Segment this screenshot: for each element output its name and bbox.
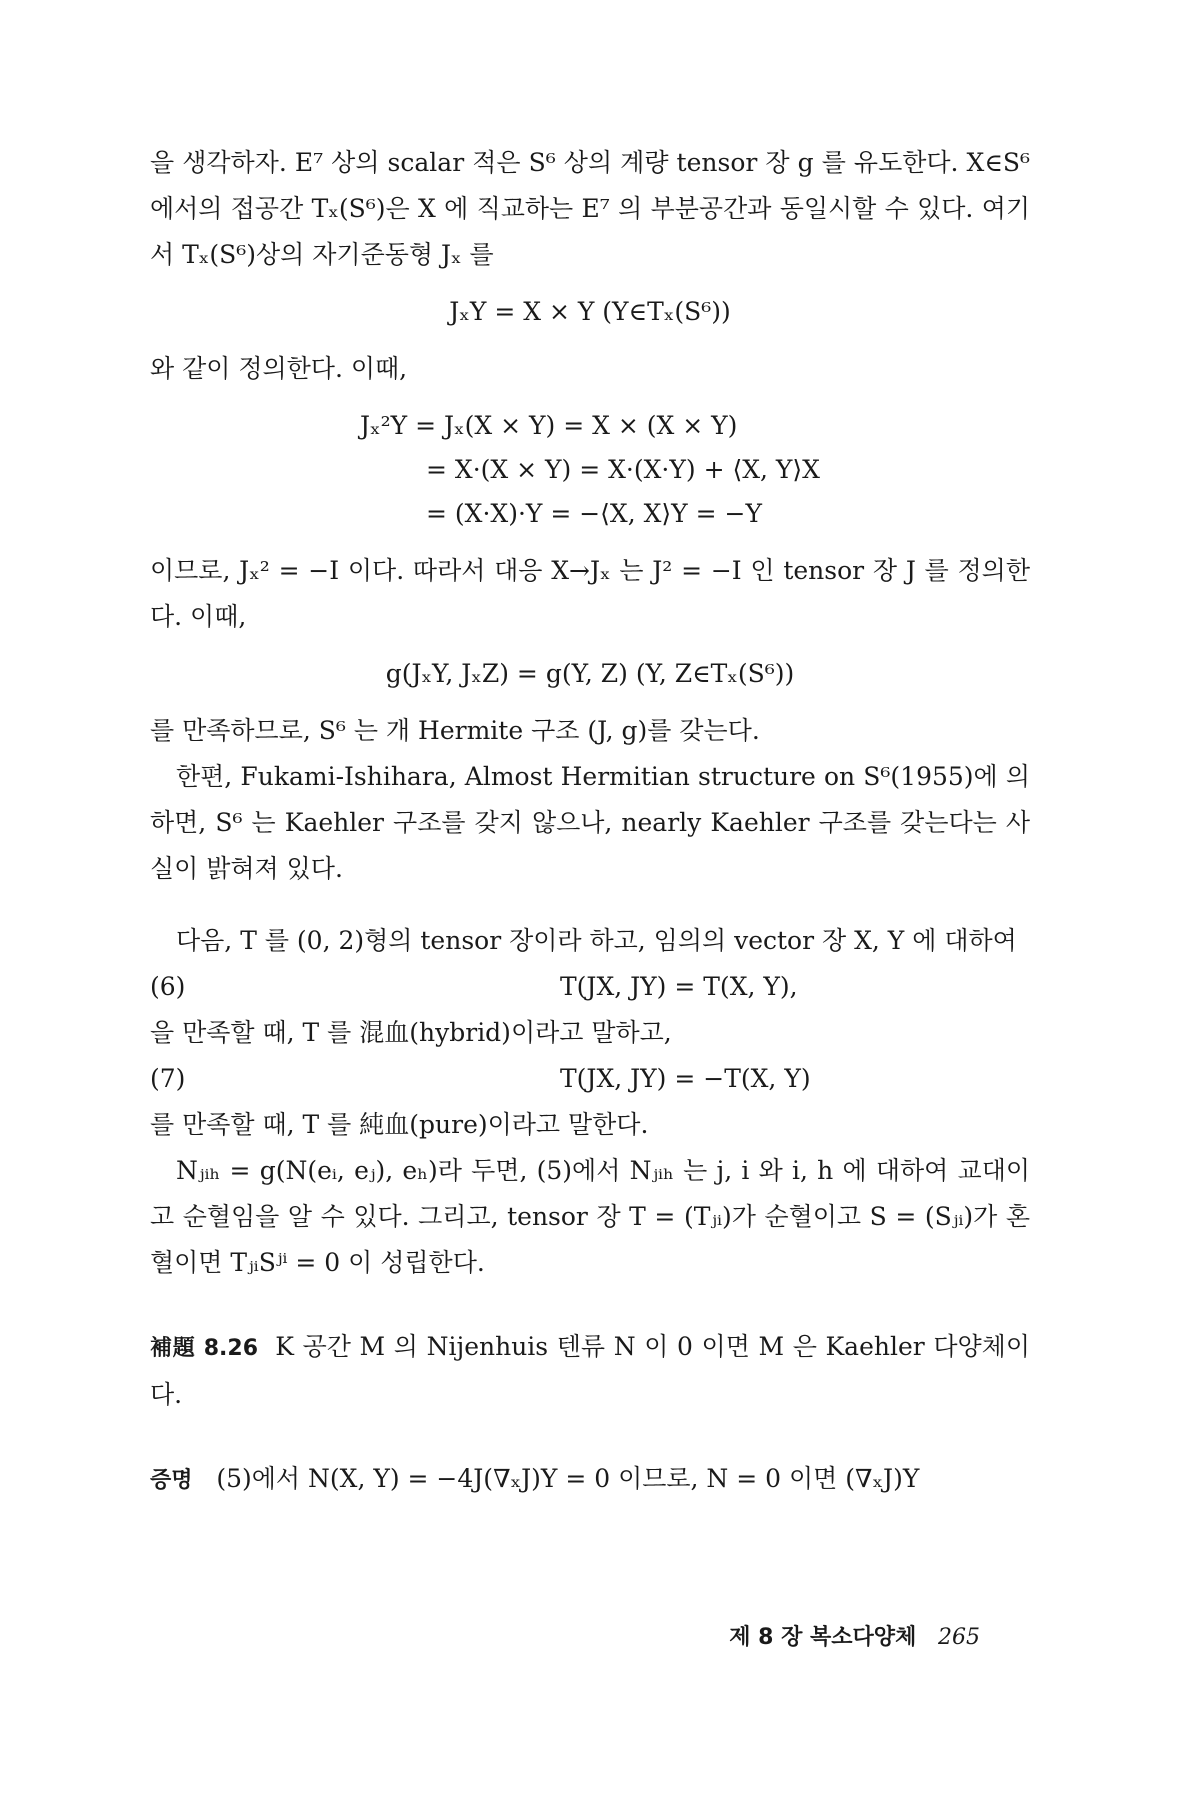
paragraph-nijenhuis: Nⱼᵢₕ = g(N(eᵢ, eⱼ), eₕ)라 두면, (5)에서 Nⱼᵢₕ 는 j, i 와 i, h 에 대하여 교대이고 순혈임을 알 수 있다. 그리고, tensor 장 T = (Tⱼᵢ)가 순혈이고 S = (Sⱼᵢ)가 혼혈이면 TⱼᵢSʲⁱ = 0 이 성립한다. [150, 1156, 1030, 1277]
equation-line: = (X·X)·Y = −⟨X, X⟩Y = −Y [426, 499, 762, 528]
page-footer [150, 1620, 980, 1651]
equation-line: = X·(X × Y) = X·(X·Y) + ⟨X, Y⟩X [426, 455, 820, 484]
equation-number: (6) [150, 972, 186, 1001]
lemma-text: K 공간 M 의 Nijenhuis 텐류 N 이 0 이면 M 은 Kaehler 다양체이다. [150, 1332, 1030, 1409]
equation-7 [150, 1056, 1030, 1102]
paragraph-tensor-t: 다음, T 를 (0, 2)형의 tensor 장이라 하고, 임의의 vector 장 X, Y 에 대하여 [176, 926, 1017, 955]
paragraph-hybrid: 을 만족할 때, T 를 混血(hybrid)이라고 말하고, [150, 1018, 672, 1047]
lemma [150, 1324, 1030, 1418]
page-number: 265 [938, 1625, 980, 1650]
proof [150, 1456, 1030, 1504]
paragraph-fukami: 한편, Fukami-Ishihara, Almost Hermitian structure on S⁶(1955)에 의하면, S⁶ 는 Kaehler 구조를 갖지 않으나, nearly Kaehler 구조를 갖는다는 사실이 밝혀져 있다. [150, 762, 1030, 883]
equation-body: T(JX, JY) = T(X, Y), [560, 972, 798, 1001]
lemma-label: 補題 8.26 [150, 1336, 259, 1361]
chapter-title: 제 8 장 복소다양체 [729, 1625, 917, 1650]
page-body [150, 140, 1030, 1504]
paragraph-define: 와 같이 정의한다. 이때, [150, 354, 408, 383]
equation-jx-squared [150, 404, 1030, 536]
equation-body: T(JX, JY) = −T(X, Y) [560, 1064, 811, 1093]
paragraph-intro: 을 생각하자. E⁷ 상의 scalar 적은 S⁶ 상의 계량 tensor 장 g 를 유도한다. X∈S⁶ 에서의 접공간 Tₓ(S⁶)은 X 에 직교하는 E⁷ 의 부분공간과 동일시할 수 있다. 여기서 Tₓ(S⁶)상의 자기준동형 Jₓ 를 [150, 148, 1030, 269]
equation-jx-definition: JₓY = X × Y (Y∈Tₓ(S⁶)) [449, 297, 731, 326]
proof-label: 증명 [150, 1468, 193, 1493]
equation-metric-invariance: g(JₓY, JₓZ) = g(Y, Z) (Y, Z∈Tₓ(S⁶)) [385, 659, 795, 688]
paragraph-hermite: 를 만족하므로, S⁶ 는 개 Hermite 구조 (J, g)를 갖는다. [150, 716, 760, 745]
proof-text: (5)에서 N(X, Y) = −4J(∇ₓJ)Y = 0 이므로, N = 0 이면 (∇ₓJ)Y [216, 1464, 920, 1493]
equation-line: Jₓ²Y = Jₓ(X × Y) = X × (X × Y) [360, 411, 738, 440]
paragraph-pure: 를 만족할 때, T 를 純血(pure)이라고 말한다. [150, 1110, 649, 1139]
paragraph-tensor-j: 이므로, Jₓ² = −I 이다. 따라서 대응 X→Jₓ 는 J² = −I 인 tensor 장 J 를 정의한다. 이때, [150, 556, 1030, 631]
equation-number: (7) [150, 1064, 186, 1093]
equation-6 [150, 964, 1030, 1010]
